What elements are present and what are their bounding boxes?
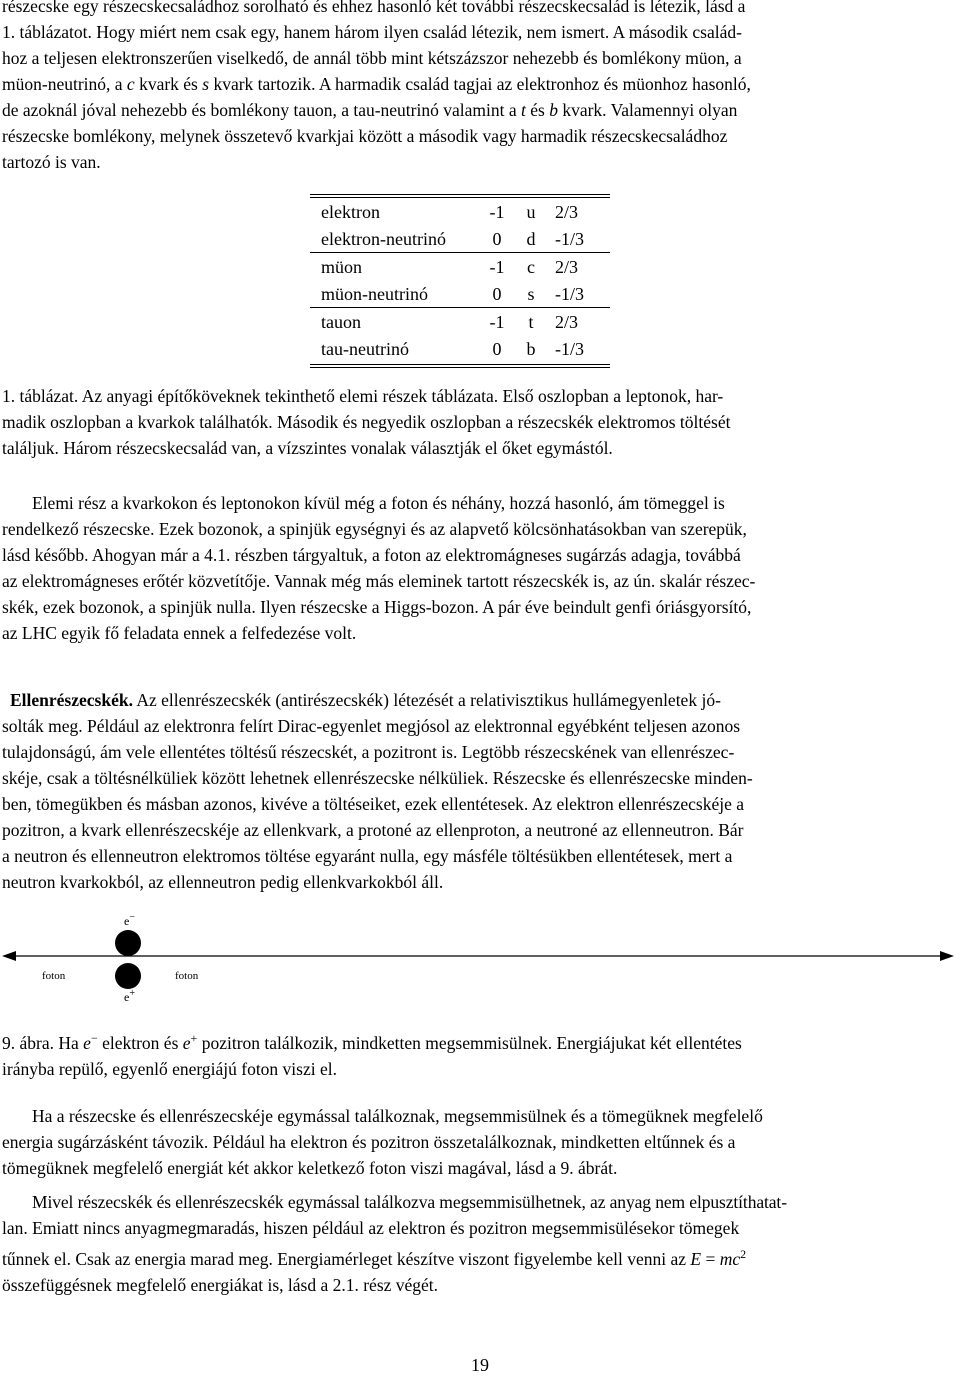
charge-cell: 0 — [492, 338, 502, 359]
electron-label: e− — [124, 912, 135, 928]
lepton-cell: müon-neutrinó — [321, 283, 428, 304]
text-line: de azoknál jóval nehezebb és bomlékony tauon, a tau-neutrinó valamint a t és b kvark. Valamennyi olyan — [2, 100, 738, 120]
text-line: hoz a teljesen elektronszerűen viselkedő, de annál több mint kétszázszor nehezebb és bomlékony müon, a — [2, 48, 742, 68]
text-line: lásd később. Ahogyan már a 4.1. részben tárgyaltuk, a foton az elektromágneses sugárzás adagja, továbbá — [2, 545, 741, 565]
elementary-particles-paragraph — [2, 490, 918, 646]
photon-left-label: foton — [42, 970, 66, 982]
text-line: skéje, csak a töltésnélküliek között lehetnek ellenrészecske nélküliek. Részecske és ellenrészecske minden- — [2, 768, 753, 788]
lepton-cell: tauon — [321, 311, 361, 332]
text-line: Elemi rész a kvarkokon és leptonokon kívül még a foton és néhány, hozzá hasonló, ám tömeggel is — [32, 493, 725, 513]
family-1 — [310, 198, 593, 252]
quark-cell: d — [526, 228, 536, 249]
text-line: tartozó is van. — [2, 152, 101, 172]
text-line: részecske bomlékony, melynek összetevő kvarkjai között a második vagy harmadik részecskecsaládhoz — [2, 126, 728, 146]
charge-cell: -1 — [489, 256, 505, 277]
table-caption — [2, 383, 918, 461]
text-line: neutron kvarkokból, az ellenneutron pedig ellenkvarkokból áll. — [2, 872, 444, 892]
text-line: lan. Emiatt nincs anyagmegmaradás, hiszen például az elektron és pozitron megsemmisülésekor tömegek — [2, 1218, 740, 1238]
text-line: Mivel részecskék és ellenrészecskék egymással találkozva megsemmisülhetnek, az anyag nem elpusztíthatat- — [32, 1192, 787, 1212]
annihilation-figure — [0, 910, 960, 1010]
lepton-cell: müon — [321, 256, 363, 277]
quark-cell: s — [527, 283, 535, 304]
text-line: 9. ábra. Ha e− elektron és e+ pozitron találkozik, mindketten megsemmisülnek. Energiájukat két ellentétes — [2, 1031, 742, 1053]
charge-cell: 0 — [492, 283, 502, 304]
page-number: 19 — [471, 1355, 489, 1375]
text-line: az LHC egyik fő feladata ennek a felfedezése volt. — [2, 623, 357, 643]
table-row — [310, 280, 593, 307]
family-2 — [310, 253, 593, 307]
table-bottom-rule — [310, 364, 610, 365]
table-row — [310, 198, 593, 225]
text-line: tömegüknek megfelelő energiát két akkor keletkező foton viszi magával, lásd a 9. ábrát. — [2, 1158, 618, 1178]
text-line: madik oszlopban a kvarkok találhatók. Második és negyedik oszlopban a részecskék elektromos töltését — [2, 412, 731, 432]
charge-cell: -1 — [489, 201, 505, 222]
text-line: tulajdonságú, ám vele ellentétes töltésű részecskét, a pozitront is. Legtöbb részecskének van ellenrészec- — [2, 742, 735, 762]
text-line: az elektromágneses erőtér közvetítője. Vannak még más eleminek tartott részecskék is, az ún. skalár részec- — [2, 571, 756, 591]
table-row — [310, 335, 593, 362]
quark-charge-cell: -1/3 — [555, 283, 584, 304]
text-line: tűnnek el. Csak az energia marad meg. Energiamérleget készítve viszont figyelembe kell venni az $E = mc^2$ — [2, 1247, 747, 1269]
lepton-cell: elektron-neutrinó — [321, 228, 446, 249]
particle-table — [310, 194, 610, 368]
charge-cell: 0 — [492, 228, 502, 249]
quark-cell: c — [527, 256, 535, 277]
text-line: müon-neutrinó, a c kvark és s kvark tartozik. A harmadik család tagjai az elektronhoz és müonhoz hasonló, — [2, 74, 751, 94]
intro-paragraph — [2, 0, 918, 175]
section-heading: Ellenrészecskék. — [10, 690, 133, 710]
quark-cell: u — [526, 201, 536, 222]
antiparticles-paragraph — [2, 687, 918, 895]
text-line: Ellenrészecskék. Az ellenrészecskék (antirészecskék) létezését a relativisztikus hullámegyenletek jó- — [10, 690, 721, 710]
right-arrow-icon — [940, 951, 954, 961]
lepton-cell: elektron — [321, 201, 380, 222]
figure-caption — [2, 1025, 918, 1082]
text-line: rendelkező részecske. Ezek bozonok, a spinjük egységnyi és az alapvető kölcsönhatásokban van szerepük, — [2, 519, 747, 539]
quark-charge-cell: 2/3 — [555, 311, 579, 332]
table-row — [310, 225, 593, 252]
left-arrow-icon — [2, 951, 16, 961]
table-bottom-rule-2 — [310, 367, 610, 368]
text-line: irányba repülő, egyenlő energiájú foton viszi el. — [2, 1058, 337, 1079]
text-line: találjuk. Három részecskecsalád van, a vízszintes vonalak választják el őket egymástól. — [2, 438, 613, 458]
text-line: összefüggésnek megfelelő energiákat is, lásd a 2.1. rész végét. — [2, 1274, 439, 1295]
table-top-rule — [310, 194, 610, 195]
photon-right-label: foton — [175, 970, 199, 982]
text-line: a neutron és ellenneutron elektromos töltése egyaránt nulla, egy másféle töltésükben ellentétesek, mert a — [2, 846, 733, 866]
table-row — [310, 253, 593, 280]
annihilation-paragraph — [2, 1103, 918, 1181]
quark-charge-cell: 2/3 — [555, 201, 579, 222]
quark-charge-cell: -1/3 — [555, 228, 584, 249]
quark-cell: t — [528, 311, 534, 332]
text-line: skék, ezek bozonok, a spinjük nulla. Ilyen részecske a Higgs-bozon. A pár éve beindult genfi óriásgyorsító, — [2, 597, 752, 617]
text-line: ben, tömegükben és másban azonos, kivéve a töltéseiket, ezek ellentétesek. Az elektron ellenrészecskéje a — [2, 794, 744, 814]
text-line: solták meg. Például az elektronra felírt Dirac-egyenlet megjósol az elektronnal egyébként teljesen azonos — [2, 716, 741, 736]
electron-dot — [115, 930, 141, 956]
family-3 — [310, 308, 593, 362]
mass-energy-paragraph — [2, 1189, 952, 1298]
text-line: pozitron, a kvark ellenrészecskéje az ellenkvark, a protoné az ellenproton, a neutroné az ellenneutron. Bár — [2, 820, 744, 840]
quark-cell: b — [526, 338, 536, 359]
table-row — [310, 308, 593, 335]
text-line: 1. táblázatot. Hogy miért nem csak egy, hanem három ilyen család létezik, nem ismert. A második család- — [2, 22, 742, 42]
lepton-cell: tau-neutrinó — [321, 338, 409, 359]
text-line: részecske egy részecskecsaládhoz sorolható és ehhez hasonló két további részecskecsalád is létezik, lásd a — [2, 0, 746, 16]
quark-charge-cell: -1/3 — [555, 338, 584, 359]
positron-dot — [115, 963, 141, 989]
text-line: Ha a részecske és ellenrészecskéje egymással találkoznak, megsemmisülnek és a tömegüknek megfelelő — [32, 1106, 763, 1126]
charge-cell: -1 — [489, 311, 505, 332]
text-line: energia sugárzásként távozik. Például ha elektron és pozitron összetalálkoznak, mindketten eltűnnek és a — [2, 1132, 736, 1152]
text-line: 1. táblázat. Az anyagi építőköveknek tekinthető elemi részek táblázata. Első oszlopban a leptonok, har- — [2, 386, 724, 406]
positron-label: e+ — [124, 988, 135, 1004]
quark-charge-cell: 2/3 — [555, 256, 579, 277]
